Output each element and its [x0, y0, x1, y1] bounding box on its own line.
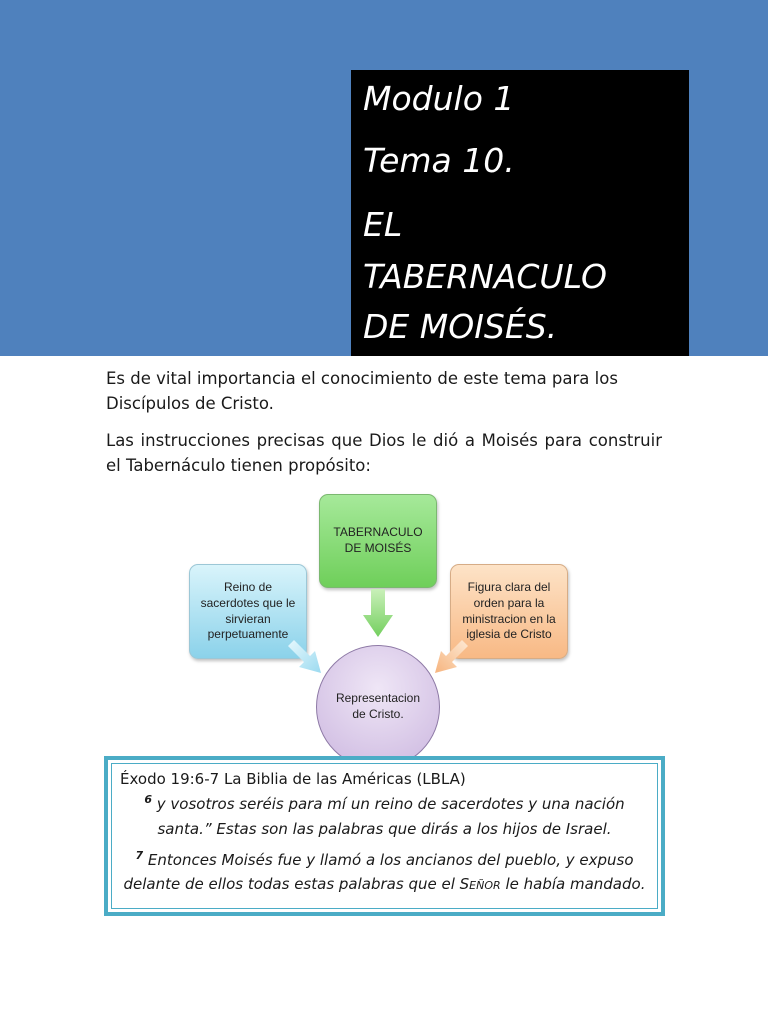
- verse-6-line-2: santa.” Estas son las palabras que dirás a los hijos de Israel.: [157, 820, 612, 838]
- verse-number-7: 7: [135, 849, 144, 862]
- title-line-tabernaculo: TABERNACULO: [363, 257, 607, 296]
- diagram-left-node: Reino de sacerdotes que le sirvieran perpetuamente: [189, 564, 307, 659]
- arrow-down-left-icon: [428, 640, 468, 680]
- intro-paragraph-2: Las instrucciones precisas que Dios le dió a Moisés para construir el Tabernáculo tienen propósito:: [106, 431, 662, 475]
- verse-box: [104, 756, 665, 916]
- arrow-down-icon: [362, 589, 394, 639]
- verse-7-line-2: delante de ellos todas estas palabras que el Señor le había mandado.: [123, 875, 646, 893]
- verse-reference: Éxodo 19:6-7 La Biblia de las Américas (LBLA): [120, 770, 466, 788]
- diagram-top-node: TABERNACULO DE MOISÉS: [319, 494, 437, 588]
- arrow-down-right-icon: [288, 640, 328, 680]
- verse-number-6: 6: [144, 793, 152, 806]
- diagram-center-node: Representacion de Cristo.: [316, 645, 440, 769]
- title-line-module: Modulo 1: [363, 79, 515, 118]
- title-line-el: EL: [363, 205, 403, 244]
- verse-7-line-1: $^7$ Entonces Moisés fue y llamó a los ancianos del pueblo, y expuso: [135, 849, 634, 869]
- title-line-topic: Tema 10.: [363, 141, 515, 180]
- intro-paragraph-1: Es de vital importancia el conocimiento de este tema para los Discípulos de Cristo.: [106, 369, 618, 413]
- diagram-right-node: Figura clara del orden para la ministracion en la iglesia de Cristo: [450, 564, 568, 659]
- title-line-moises: DE MOISÉS.: [363, 307, 558, 346]
- lord-smallcaps: Señor: [459, 875, 501, 893]
- verse-6-line-1: $^6$ y vosotros seréis para mí un reino de sacerdotes y una nación: [144, 793, 625, 813]
